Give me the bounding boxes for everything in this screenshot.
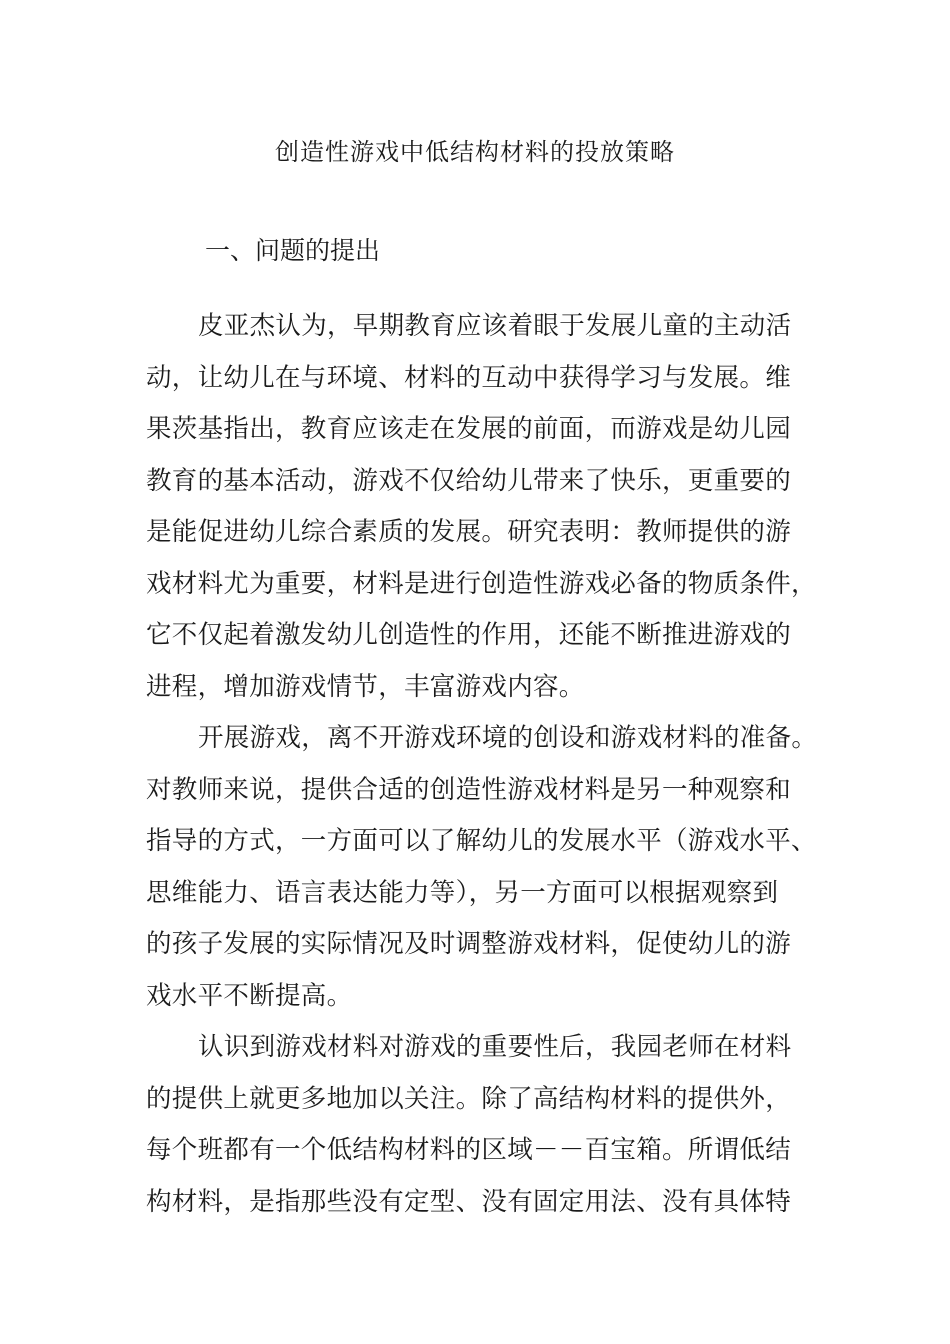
body-line: 动，让幼儿在与环境、材料的互动中获得学习与发展。维 <box>146 362 792 393</box>
body-line: 进程，增加游戏情节，丰富游戏内容。 <box>146 671 585 702</box>
body-line: 戏材料尤为重要，材料是进行创造性游戏必备的物质条件， <box>146 568 817 599</box>
body-line: 开展游戏，离不开游戏环境的创设和游戏材料的准备。 <box>198 723 818 753</box>
body-line: 它不仅起着激发幼儿创造性的作用，还能不断推进游戏的 <box>146 620 792 650</box>
body-line: 指导的方式，一方面可以了解幼儿的发展水平（游戏水平、 <box>146 826 817 856</box>
body-text <box>146 306 818 1233</box>
section-heading: 一、问题的提出 <box>205 236 381 265</box>
body-line: 教育的基本活动，游戏不仅给幼儿带来了快乐，更重要的 <box>146 465 792 496</box>
body-line: 的提供上就更多地加以关注。除了高结构材料的提供外， <box>146 1083 792 1114</box>
body-line: 每个班都有一个低结构材料的区域－－百宝箱。所谓低结 <box>146 1135 792 1165</box>
document-title: 创造性游戏中低结构材料的投放策略 <box>275 138 675 166</box>
body-line: 思维能力、语言表达能力等），另一方面可以根据观察到 <box>146 877 779 908</box>
body-line: 的孩子发展的实际情况及时调整游戏材料，促使幼儿的游 <box>146 929 792 959</box>
body-line: 认识到游戏材料对游戏的重要性后，我园老师在材料 <box>198 1032 792 1062</box>
body-line: 皮亚杰认为，早期教育应该着眼于发展儿童的主动活 <box>198 311 792 341</box>
body-line: 果茨基指出，教育应该走在发展的前面，而游戏是幼儿园 <box>146 414 792 444</box>
body-line: 对教师来说，提供合适的创造性游戏材料是另一种观察和 <box>146 774 792 805</box>
body-line: 构材料，是指那些没有定型、没有固定用法、没有具体特 <box>146 1186 792 1217</box>
body-line: 是能促进幼儿综合素质的发展。研究表明：教师提供的游 <box>146 517 792 547</box>
body-line: 戏水平不断提高。 <box>146 980 353 1011</box>
